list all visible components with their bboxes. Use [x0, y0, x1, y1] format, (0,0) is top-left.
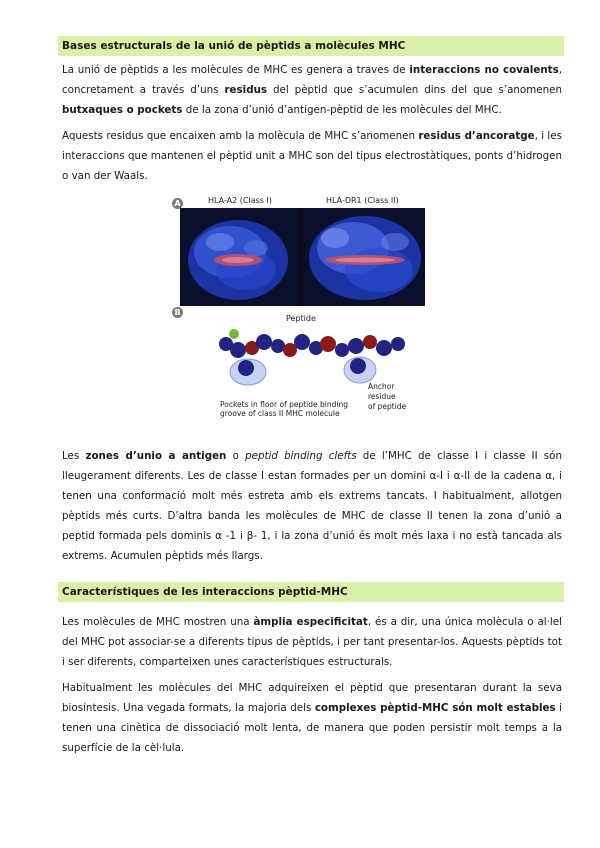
text-run: , i les interaccions que mantenen el pèptid unit a MHC son del tipus electrostàtiques, ponts d’hidrogen o van der Waals. [62, 130, 562, 182]
figure-label-anchor-1: Anchor [368, 382, 395, 391]
paragraph-peptide-binding [62, 60, 562, 120]
text-run: de la zona d’unió d’antigen-pèptid de les molècules del MHC. [182, 104, 502, 116]
figure-letter-a: A [172, 198, 183, 209]
figure-label-peptide: Peptide [286, 314, 316, 323]
text-run: , és a dir, una única molècula o al·lel del MHC pot associar-se a diferents tipus de pèptids, i per tant presentar-los. Aquests pèptids tot i ser diferents, comparteixen unes característiques estructurals. [62, 616, 562, 668]
text-run: Les molècules de MHC mostren una [62, 616, 254, 628]
hla-dr1-structure-image [305, 208, 423, 306]
bold-term-broad-specificity: àmplia especificitat [253, 616, 368, 628]
text-run: , concretament a través d’uns [62, 64, 562, 96]
bold-term-anchor-residues: residus d’ancoratge [418, 130, 535, 142]
figure-label-anchor-3: of peptide [368, 402, 407, 411]
figure-label-class-ii: HLA-DR1 (Class II) [326, 196, 399, 205]
bold-term-binding-zones: zones d’unio a antigen [85, 450, 227, 462]
hla-a2-structure-image [180, 208, 298, 306]
text-run: Aquests residus que encaixen amb la molècula de MHC s’anomenen [62, 130, 419, 142]
text-run: del pèptid que s’acumulen dins del que s’anomenen [267, 84, 562, 96]
text-run: La unió de pèptids a les molècules de MHC es genera a traves de [62, 64, 410, 76]
bold-term-pockets: butxaques o pockets [62, 104, 183, 116]
crystal-structures-panel [180, 208, 425, 306]
italic-term-binding-clefts: peptid binding clefts [245, 450, 357, 462]
figure-letter-b: B [172, 307, 183, 318]
paragraph-broad-specificity [62, 612, 562, 672]
text-run: Habitualment les molècules del MHC adquireixen el pèptid que presentaran durant la seva biosíntesis. Una vegada formats, la majoria dels [62, 682, 562, 714]
paragraph-binding-clefts [62, 446, 562, 566]
bold-term-stable-complexes: complexes pèptid-MHC són molt estables [314, 702, 556, 714]
paragraph-stable-complexes [62, 678, 562, 758]
peptide-groove-model [208, 320, 428, 392]
section-heading-interaction-features: Característiques de les interaccions pèptid-MHC [58, 582, 564, 602]
text-run: i tenen una cinètica de dissociació molt lenta, de manera que poden persistir molt temps a la superfície de la cèl·lula. [62, 702, 562, 754]
figure-label-pockets-1: Pockets in floor of peptide binding [220, 400, 348, 409]
section-heading-structural-bases: Bases estructurals de la unió de pèptids a molècules MHC [58, 36, 564, 56]
peptide-atoms [219, 329, 405, 376]
bold-term-noncovalent: interaccions no covalents [409, 64, 559, 76]
mhc-figure [172, 196, 434, 418]
text-run: de l’MHC de classe I i classe II són lleugerament diferents. Les de classe I estan formades per un domini α-I i α-II de la cadena α, i tenen una conformació molt més estreta amb els extrems tancats. I habitualment, allotgen pèptids més curts. D’altra banda les molècules de MHC de classe II tenen la zona d’unió a peptid formada pels dominis α -1 i β- 1, i la zona d’unió és molt més laxa i no està tancada als extrems. Acumulen pèptids més llargs. [62, 450, 563, 562]
bold-term-residus: residus [224, 84, 268, 96]
hla-a2-render [180, 208, 298, 306]
paragraph-anchor-residues [62, 126, 562, 186]
text-run: o [226, 450, 246, 462]
hla-dr1-render [305, 208, 425, 306]
figure-label-class-i: HLA-A2 (Class I) [208, 196, 272, 205]
figure-label-anchor-2: residue [368, 392, 396, 401]
text-run: Les [62, 450, 86, 462]
figure-label-pockets-2: groove of class II MHC molecule [220, 409, 340, 418]
